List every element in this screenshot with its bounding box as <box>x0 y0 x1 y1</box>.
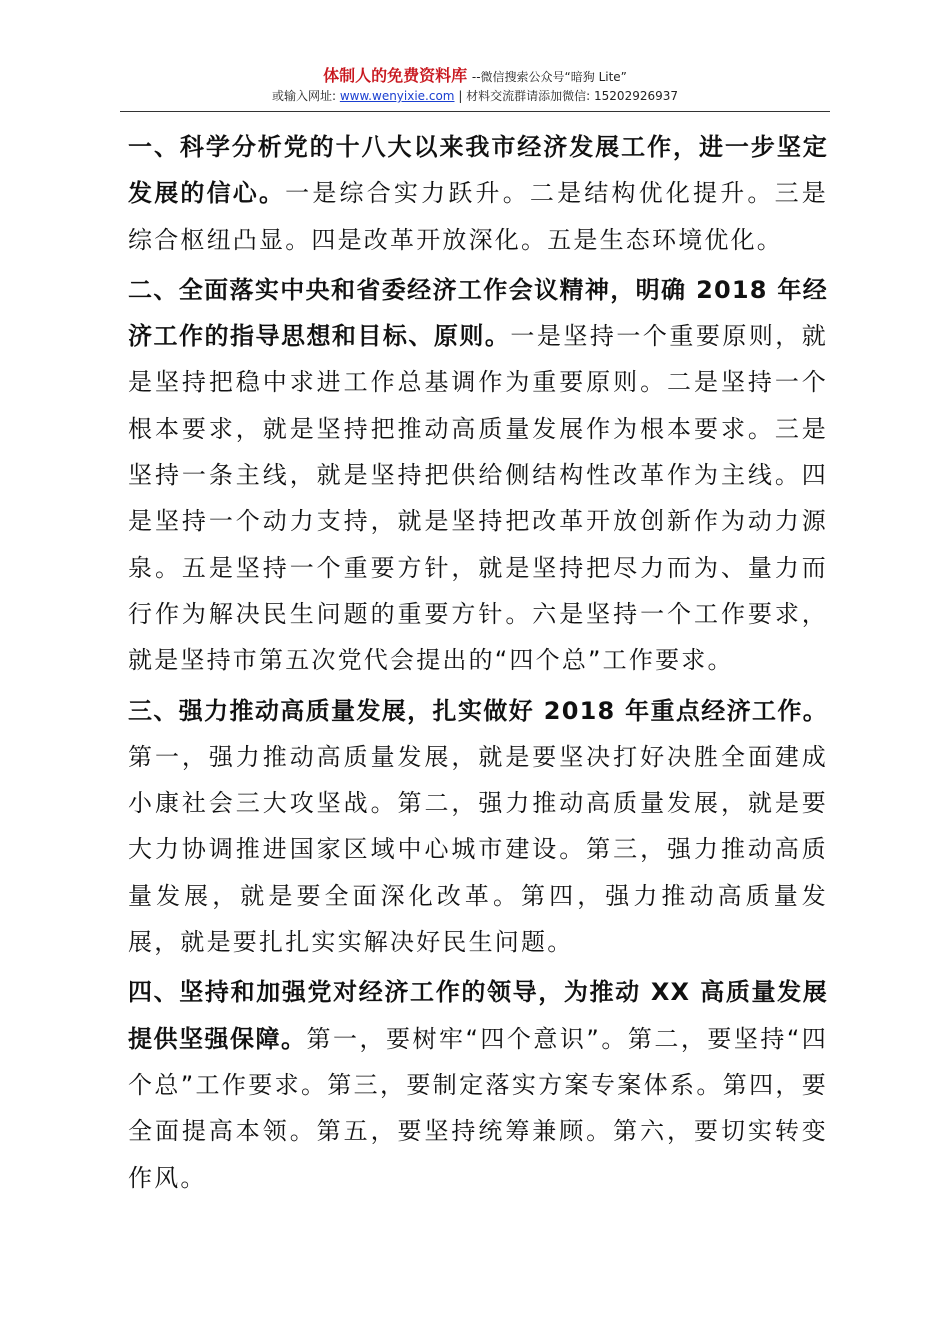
header-contact-line <box>120 87 830 105</box>
section-1 <box>128 124 828 263</box>
section-1-heading: 一、科学分析党的十八大以来我市经济发展工作，进一步坚定发展的信心。 <box>128 133 828 208</box>
header-tagline: --微信搜索公众号“暗狗 Lite” <box>471 70 627 84</box>
section-2 <box>128 267 828 684</box>
header-contact: | 材料交流群请添加微信: 15202926937 <box>454 89 679 103</box>
section-2-heading: 二、全面落实中央和省委经济工作会议精神，明确 2018 年经济工作的指导思想和目标、原则。 <box>128 275 828 351</box>
section-3 <box>128 688 828 966</box>
document-body <box>128 124 828 1201</box>
section-3-heading: 三、强力推动高质量发展，扎实做好 2018 年重点经济工作。 <box>128 696 828 725</box>
section-3-body: 第一，强力推动高质量发展，就是要坚决打好决胜全面建成小康社会三大攻坚战。第二，强力推动高质量发展，就是要大力协调推进国家区域中心城市建设。第三，强力推动高质量发展，就是要全面深化改革。第四，强力推动高质量发展，就是要扎扎实实解决好民生问题。 <box>128 742 828 957</box>
header-divider <box>120 111 830 112</box>
header-url-prefix: 或输入网址: <box>271 89 340 103</box>
section-4-body: 第一，要树牢“四个意识”。第二，要坚持“四个总”工作要求。第三，要制定落实方案专案体系。第四，要全面提高本领。第五，要坚持统筹兼顾。第六，要切实转变作风。 <box>128 1024 828 1192</box>
header-banner <box>120 66 830 87</box>
section-1-body: 一是综合实力跃升。二是结构优化提升。三是综合枢纽凸显。四是改革开放深化。五是生态环境优化。 <box>128 179 829 254</box>
section-2-body: 一是坚持一个重要原则，就是坚持把稳中求进工作总基调作为重要原则。二是坚持一个根本要求，就是坚持把推动高质量发展作为根本要求。三是坚持一条主线，就是坚持把供给侧结构性改革作为主线。四是坚持一个动力支持，就是坚持把改革开放创新作为动力源泉。五是坚持一个重要方针，就是坚持把尽力而为、量力而行作为解决民生问题的重要方针。六是坚持一个工作要求，就是坚持市第五次党代会提出的“四个总”工作要求。 <box>128 322 829 675</box>
section-4-heading: 四、坚持和加强党对经济工作的领导，为推动 XX 高质量发展提供坚强保障。 <box>128 978 828 1053</box>
header-url-link[interactable]: www.wenyixie.com <box>339 89 455 103</box>
document-header <box>120 66 830 105</box>
section-4 <box>128 969 828 1200</box>
header-brand: 体制人的免费资料库 <box>323 66 468 85</box>
